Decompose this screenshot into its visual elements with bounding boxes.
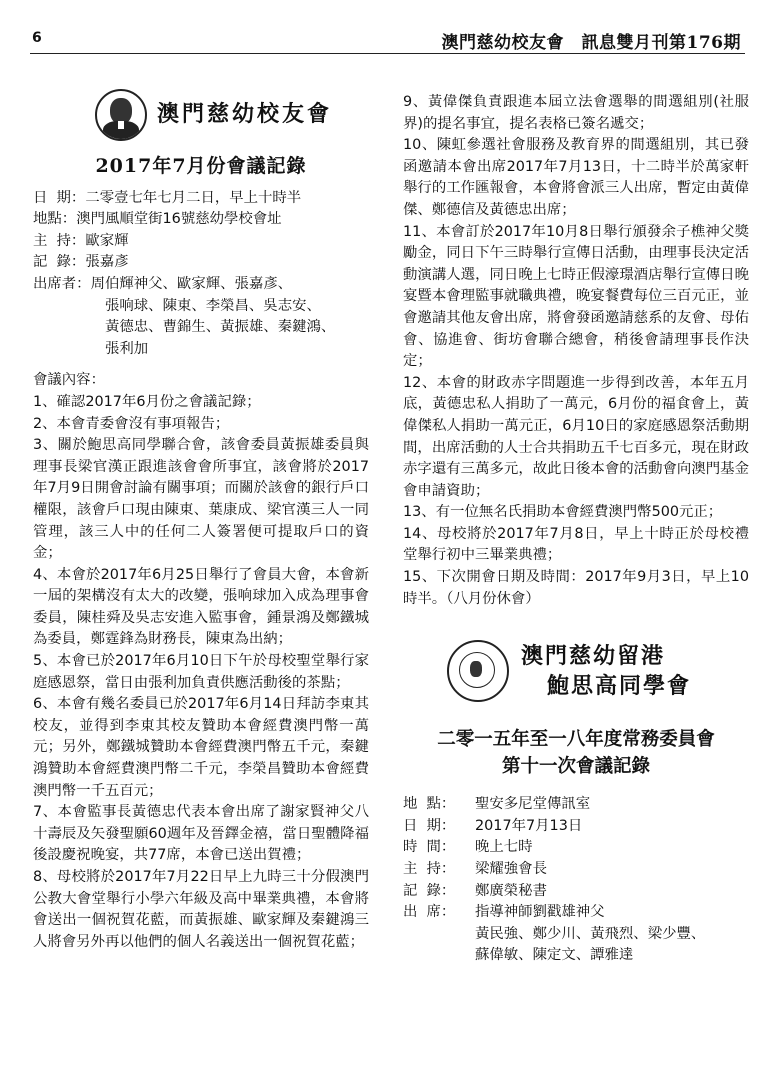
detail-row <box>403 837 749 859</box>
attendees-label: 出席者： <box>33 275 91 292</box>
detail-label: 地點： <box>33 211 77 228</box>
detail-label: 日 期： <box>33 189 86 206</box>
left-column <box>33 80 369 953</box>
attendees-line: 張响球、陳東、李榮昌、吳志安、 <box>105 297 321 314</box>
detail-row <box>403 881 749 903</box>
minutes-item: 7、本會監事長黃德忠代表本會出席了謝家賢神父八十壽辰及矢發聖願60週年及晉鐸金禧，當日聖體降福後設慶祝晚宴，共77席，本會已送出賀禮； <box>33 804 369 864</box>
minutes-item: 10、陳虹參選社會服務及教育界的間選組別，其已發函邀請本會出席2017年7月13日，十二時半於萬家軒舉行的工作匯報會，本會將會派三人出席，暫定由黃偉傑、鄭德信及黃德忠出席； <box>403 137 749 218</box>
detail-label: 時 間： <box>403 839 456 856</box>
detail-value: 張嘉彥 <box>85 254 129 271</box>
minutes-item: 2、本會青委會沒有事項報告； <box>33 415 230 432</box>
detail-value: 2017年7月13日 <box>475 817 583 834</box>
detail-value: 歐家輝 <box>85 232 129 249</box>
detail-value: 聖安多尼堂傳訊室 <box>475 796 591 813</box>
detail-row <box>33 209 369 231</box>
detail-label: 記 錄： <box>403 882 456 899</box>
meeting2-details <box>403 794 749 967</box>
detail-value: 梁耀強會長 <box>475 861 547 878</box>
detail-row <box>403 794 749 816</box>
attendees-line: 蘇偉敏、陳定文、譚雅達 <box>475 947 634 964</box>
detail-row <box>33 188 369 210</box>
detail-value: 二零壹七年七月二日，早上十時半 <box>85 189 302 206</box>
minutes-item: 12、本會的財政赤字問題進一步得到改善，本年五月底，黃德忠私人捐助了一萬元，6月份的福食會上，黃偉傑私人捐助一萬元正，6月10日的家庭感恩祭活動期間，出席活動的人士合共捐助五千七百多元，現在財政赤字還有三萬多元，故此日後本會的活動會向澳門基金會申請資助； <box>403 374 749 499</box>
attendees-line: 黃德忠、曹錦生、黃振雄、秦鍵鴻、 <box>105 319 336 336</box>
detail-row <box>403 859 749 881</box>
detail-label: 日 期： <box>403 817 456 834</box>
content-label: 會議內容： <box>33 372 105 389</box>
meeting2-title-line: 第十一次會議記錄 <box>501 756 650 778</box>
meeting-title: 2017年7月份會議記錄 <box>95 155 307 177</box>
meeting2-title-line: 二零一五年至一八年度常務委員會 <box>437 729 715 751</box>
meeting2-title <box>403 726 749 780</box>
detail-label: 主 持： <box>403 861 456 878</box>
detail-value: 晚上七時 <box>475 839 533 856</box>
minutes-item: 4、本會於2017年6月25日舉行了會員大會，本會新一屆的架構沒有太大的改變，張响球加入成為理事會委員，陳桂舜及吳志安進入監事會，鍾景鴻及鄭鐵城為委員，鄭霆鋒為財務長，陳東為出納； <box>33 566 369 648</box>
attendees-label: 出 席： <box>403 904 456 921</box>
page-header <box>30 26 745 54</box>
attendees-line: 周伯輝神父、歐家輝、張嘉彥、 <box>90 275 293 292</box>
newsletter-title: 澳門慈幼校友會 訊息雙月刊第176期 <box>441 33 741 53</box>
minutes-item: 14、母校將於2017年7月8日，早上十時正於母校禮堂舉行初中三畢業典禮； <box>403 525 749 564</box>
minutes-item: 8、母校將於2017年7月22日早上九時三十分假澳門公教大會堂舉行小學六年級及高中畢業典禮，本會將會送出一個祝賀花藍，而黃振雄、歐家輝及秦鍵鴻三人將會另外再以他們的個人名義送出一個祝賀花藍； <box>33 869 369 950</box>
alumni-name-line: 澳門慈幼留港 <box>521 643 666 670</box>
minutes-item: 1、確認2017年6月份之會議記錄； <box>33 393 261 410</box>
club-name: 澳門慈幼校友會 <box>157 101 333 128</box>
minutes-item: 5、本會已於2017年6月10日下午於母校聖堂舉行家庭感恩祭，當日由張利加負責供應活動後的茶點； <box>33 653 369 691</box>
attendees-line: 黃民強、鄭少川、黃飛烈、梁少豐、 <box>475 925 706 942</box>
meeting-details <box>33 188 369 361</box>
page-number: 6 <box>32 30 42 46</box>
alumni-name <box>521 641 691 701</box>
right-column <box>403 92 749 967</box>
attendees-line: 指導神師劉戳雄神父 <box>475 904 605 921</box>
minutes-item: 15、下次開會日期及時間：2017年9月3日，早上10時半。（八月份休會） <box>403 569 749 607</box>
detail-label: 主 持： <box>33 232 86 249</box>
minutes-item: 11、本會訂於2017年10月8日舉行頒發余子樵神父獎勵金，同日下午三時舉行宣傳日活動，由理事長決定活動演講人選，同日晚上七時正假濠璟酒店舉行宣傳日晚宴暨本會理監事就職典禮，晚宴餐費每位三百元正，並會邀請其他友會出席，將會發函邀請慈系的友會、母佑會、協進會、街坊會聯合總會，稍後會請理事長作決定； <box>403 223 749 370</box>
detail-label: 記 錄： <box>33 254 86 271</box>
attendees-row <box>403 902 749 924</box>
detail-value: 澳門風順堂街16號慈幼學校會址 <box>76 211 282 228</box>
alumni-heading <box>447 636 749 706</box>
detail-value: 鄭廣榮秘書 <box>475 882 547 899</box>
detail-label: 地 點： <box>403 796 456 813</box>
minutes-item: 3、關於鮑思高同學聯合會，該會委員黃振雄委員與理事長梁官漢正跟進該會會所事宜，該會將於2017年7月9日開會討論有關事項；而關於該會的銀行戶口權限，該會戶口現由陳東、葉康成、梁官漢三人一同管理，該三人中的任何二人簽署便可提取戶口的資金； <box>33 437 369 562</box>
club-logo-icon <box>95 89 147 141</box>
minutes-item: 9、黃偉傑負責跟進本屆立法會選舉的間選組別(社服界)的提名事宜，提名表格已簽名遞交； <box>403 94 749 132</box>
alumni-name-line: 鮑思高同學會 <box>547 673 692 700</box>
minutes-item: 13、有一位無名氏捐助本會經費澳門幣500元正； <box>403 504 723 521</box>
detail-row <box>33 252 369 274</box>
alumni-seal-icon <box>447 640 509 702</box>
club-heading <box>95 86 369 144</box>
attendees-line: 張利加 <box>105 340 149 357</box>
header-rule <box>30 53 745 54</box>
attendees-row <box>33 274 369 296</box>
detail-row <box>403 816 749 838</box>
detail-row <box>33 231 369 253</box>
minutes-item: 6、本會有幾名委員已於2017年6月14日拜訪李東其校友，並得到李東其校友贊助本會經費澳門幣一萬元；另外，鄭鐵城贊助本會經費澳門幣五千元，秦鍵鴻贊助本會經費澳門幣二千元，李榮昌贊助本會經費澳門幣一千五百元； <box>33 696 369 799</box>
